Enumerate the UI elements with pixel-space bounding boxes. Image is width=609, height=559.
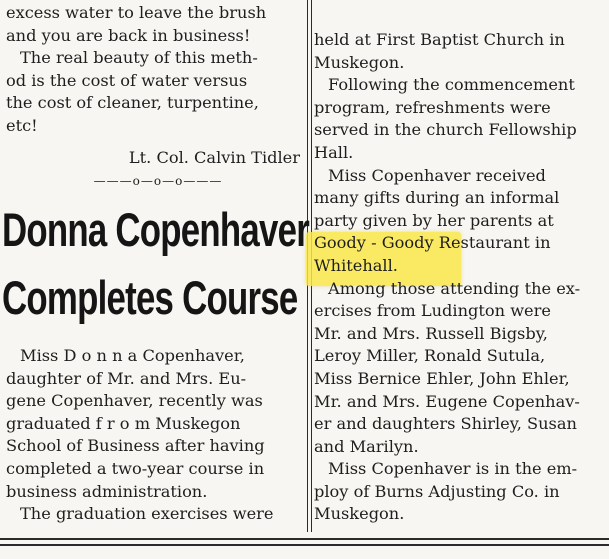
bottom-rule-bottom xyxy=(0,544,609,546)
text-line: many gifts during an informal xyxy=(314,188,560,208)
text-line: gene Copenhaver, recently was xyxy=(6,391,263,411)
text-line: er and daughters Shirley, Susan xyxy=(314,414,577,434)
text-line: and Marilyn. xyxy=(314,436,419,456)
headline-line-1: Donna Copenhaver xyxy=(2,203,310,256)
text-line: ercises from Ludington were xyxy=(314,301,551,321)
text-line: business administration. xyxy=(6,481,208,501)
text-line: Muskegon. xyxy=(314,52,405,72)
text-line: Muskegon. xyxy=(314,504,405,524)
text-line: Miss Bernice Ehler, John Ehler, xyxy=(314,368,570,388)
text-line: daughter of Mr. and Mrs. Eu- xyxy=(6,368,247,388)
text-line: held at First Baptist Church in xyxy=(314,30,565,49)
text-line: od is the cost of water versus xyxy=(6,70,248,90)
text-line: ploy of Burns Adjusting Co. in xyxy=(314,481,560,501)
text-line: School of Business after having xyxy=(6,436,265,456)
text-line: Mr. and Mrs. Eugene Copenhav- xyxy=(314,391,580,411)
text-line: graduated f r o m Muskegon xyxy=(6,413,241,433)
text-line: Leroy Miller, Ronald Sutula, xyxy=(314,346,546,366)
text-line: Hall. xyxy=(314,142,354,162)
text-line: Among those attending the ex- xyxy=(328,278,581,298)
text-line: Miss Copenhaver is in the em- xyxy=(328,459,578,479)
text-line: excess water to leave the brush xyxy=(6,3,267,22)
text-line: the cost of cleaner, turpentine, xyxy=(6,93,259,113)
text-line: Mr. and Mrs. Russell Bigsby, xyxy=(314,323,548,343)
section-ornament: ———o—o—o——— xyxy=(93,174,223,188)
text-line: The graduation exercises were xyxy=(20,504,274,524)
author-signature: Lt. Col. Calvin Tidler xyxy=(128,148,300,167)
text-line: served in the church Fellowship xyxy=(314,120,577,140)
text-line: Following the commencement xyxy=(328,75,575,95)
bottom-rule-top xyxy=(0,538,609,540)
text-line: and you are back in business! xyxy=(6,25,251,45)
highlighted-text-line: Whitehall. xyxy=(314,255,398,275)
text-line: etc! xyxy=(6,115,38,135)
text-line: Miss D o n n a Copenhaver, xyxy=(20,346,245,365)
text-line: Miss Copenhaver received xyxy=(328,165,546,185)
text-line: completed a two-year course in xyxy=(6,458,265,478)
intro-paragraph xyxy=(6,2,302,138)
headline-line-2: Completes Course xyxy=(2,271,298,324)
text-line: party given by her parents at xyxy=(314,210,554,230)
article-continuation xyxy=(314,29,606,526)
highlighted-text-line: Goody - Goody Restaurant in xyxy=(314,233,551,253)
text-line: program, refreshments were xyxy=(314,97,551,117)
article-paragraph xyxy=(6,345,302,526)
text-line: The real beauty of this meth- xyxy=(20,48,258,68)
